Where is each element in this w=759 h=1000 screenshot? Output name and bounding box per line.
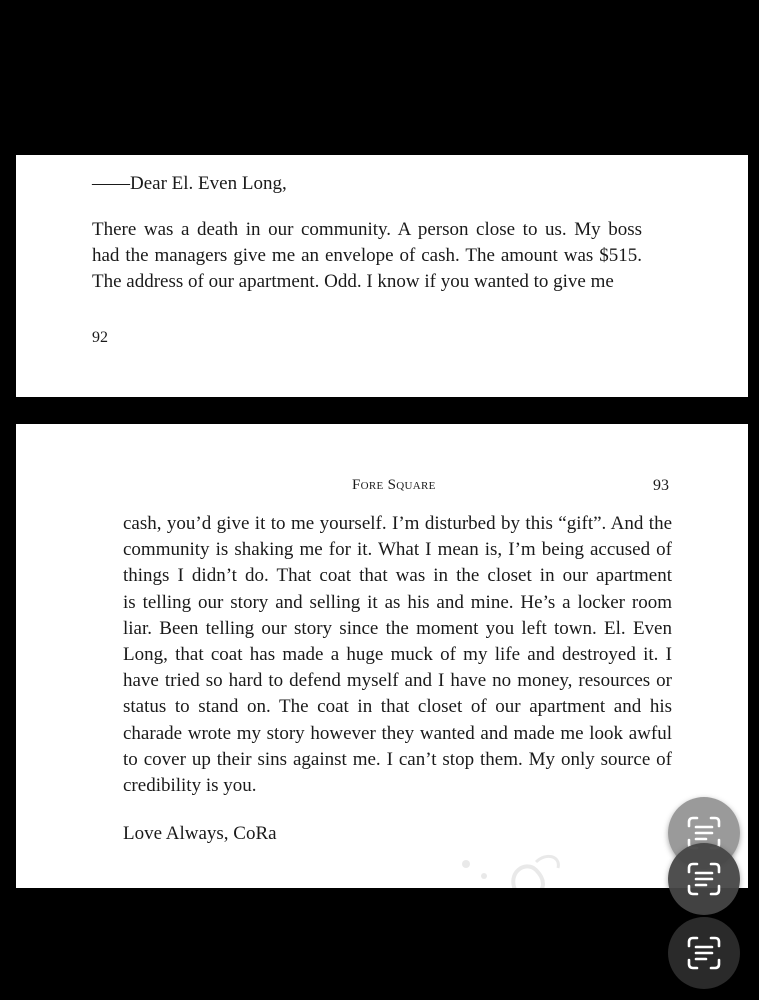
text-line: had the managers give me an envelope of cash. The amount was $515.	[92, 245, 642, 266]
text-line: community is shaking me for it. What I mean is, I’m being accused of	[123, 539, 672, 561]
page-number: 92	[92, 329, 108, 346]
text-line: things I didn’t do. That coat that was in the closet in our apartment	[123, 565, 672, 587]
text-line: credibility is you.	[123, 775, 257, 797]
running-head: Fore Square	[352, 477, 436, 493]
text-line: There was a death in our community. A person close to us. My boss	[92, 219, 642, 240]
text-line: have tried so hard to defend myself and I have no money, resources or	[123, 670, 672, 692]
page-number: 93	[653, 477, 669, 494]
text-line: liar. Been telling our story since the moment you left town. El. Even	[123, 617, 672, 639]
text-line: to cover up their sins against me. I can’t stop them. My only source of	[123, 748, 672, 770]
decorative-ornament	[436, 842, 576, 888]
text-line: The address of our apartment. Odd. I know if you wanted to give me	[92, 271, 614, 292]
text-line: status to stand on. The coat in that closet of our apartment and his	[123, 696, 672, 718]
book-page-93	[16, 424, 748, 888]
letter-salutation: ——Dear El. Even Long,	[92, 173, 287, 194]
book-page-92	[16, 155, 748, 397]
text-line: charade wrote my story however they wanted and made me look awful	[123, 722, 672, 744]
scan-text-button[interactable]	[668, 843, 740, 915]
page-93-body	[123, 511, 672, 799]
text-line: is telling our story and selling it as his and mine. He’s a locker room	[123, 591, 672, 613]
text-scan-icon	[684, 859, 724, 899]
text-scan-icon	[684, 933, 724, 973]
letter-signoff: Love Always, CoRa	[123, 823, 277, 844]
page-92-body	[92, 217, 642, 295]
text-line: cash, you’d give it to me yourself. I’m disturbed by this “gift”. And the	[123, 513, 672, 534]
scan-text-button[interactable]	[668, 917, 740, 989]
text-line: Long, that coat has made a huge muck of my life and destroyed it. I	[123, 644, 672, 666]
